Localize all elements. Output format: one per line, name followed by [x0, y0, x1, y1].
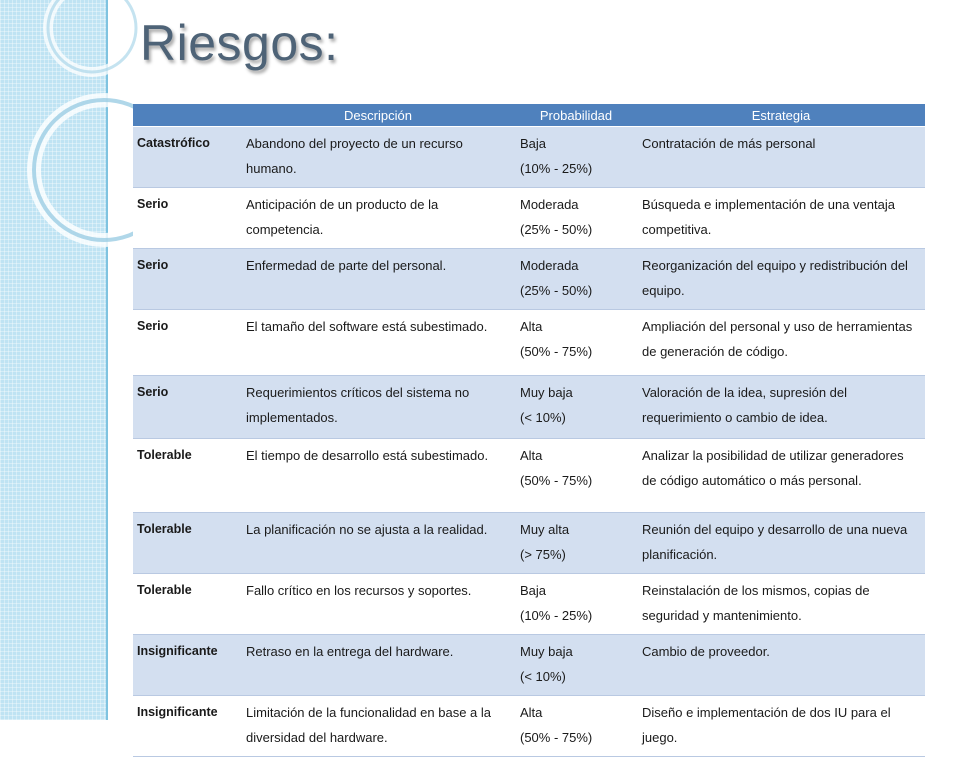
strategy-cell: Ampliación del personal y uso de herramientas de generación de código. — [637, 310, 925, 376]
page-title: Riesgos: — [140, 15, 339, 71]
strategy-cell: Contratación de más personal — [637, 127, 925, 188]
description-cell: Enfermedad de parte del personal. — [241, 249, 515, 310]
probability-cell — [515, 635, 637, 696]
probability-level: Alta — [520, 705, 543, 720]
table-row — [133, 439, 925, 513]
table-row — [133, 574, 925, 635]
description-cell: Limitación de la funcionalidad en base a la diversidad del hardware. — [241, 696, 515, 757]
header-probability: Probabilidad — [515, 104, 637, 127]
probability-level: Baja — [520, 136, 547, 151]
probability-range: (50% - 75%) — [520, 344, 593, 359]
probability-range: (< 10%) — [520, 669, 566, 684]
table-row — [133, 696, 925, 757]
probability-level: Muy alta — [520, 522, 570, 537]
probability-range: (10% - 25%) — [520, 161, 593, 176]
table-row — [133, 310, 925, 376]
strategy-cell: Cambio de proveedor. — [637, 635, 925, 696]
probability-cell — [515, 376, 637, 439]
severity-cell: Serio — [133, 310, 241, 376]
probability-cell — [515, 249, 637, 310]
severity-cell: Insignificante — [133, 696, 241, 757]
probability-range: (25% - 50%) — [520, 283, 593, 298]
table-row — [133, 376, 925, 439]
severity-cell: Serio — [133, 188, 241, 249]
severity-cell: Tolerable — [133, 574, 241, 635]
description-cell: El tiempo de desarrollo está subestimado. — [241, 439, 515, 513]
severity-cell: Tolerable — [133, 439, 241, 513]
header-strategy: Estrategia — [637, 104, 925, 127]
probability-level: Alta — [520, 319, 543, 334]
probability-range: (10% - 25%) — [520, 608, 593, 623]
strategy-cell: Diseño e implementación de dos IU para el juego. — [637, 696, 925, 757]
severity-cell: Serio — [133, 376, 241, 439]
table-row — [133, 188, 925, 249]
table-row — [133, 635, 925, 696]
strategy-cell: Analizar la posibilidad de utilizar generadores de código automático o más personal. — [637, 439, 925, 513]
description-cell: Fallo crítico en los recursos y soportes. — [241, 574, 515, 635]
probability-range: (50% - 75%) — [520, 730, 593, 745]
probability-level: Baja — [520, 583, 547, 598]
description-cell: El tamaño del software está subestimado. — [241, 310, 515, 376]
table-row — [133, 513, 925, 574]
decorative-rings — [0, 0, 140, 260]
table-header-row — [133, 104, 925, 127]
probability-cell — [515, 188, 637, 249]
probability-level: Muy baja — [520, 385, 573, 400]
severity-cell: Tolerable — [133, 513, 241, 574]
probability-cell — [515, 513, 637, 574]
strategy-cell: Valoración de la idea, supresión del requerimiento o cambio de idea. — [637, 376, 925, 439]
description-cell: Requerimientos críticos del sistema no implementados. — [241, 376, 515, 439]
probability-level: Moderada — [520, 258, 579, 273]
severity-cell: Serio — [133, 249, 241, 310]
table-row — [133, 127, 925, 188]
probability-range: (> 75%) — [520, 547, 566, 562]
probability-level: Alta — [520, 448, 543, 463]
severity-cell: Catastrófico — [133, 127, 241, 188]
table-row — [133, 249, 925, 310]
probability-range: (25% - 50%) — [520, 222, 593, 237]
header-description: Descripción — [241, 104, 515, 127]
strategy-cell: Reunión del equipo y desarrollo de una nueva planificación. — [637, 513, 925, 574]
probability-cell — [515, 696, 637, 757]
header-severity — [133, 104, 241, 127]
strategy-cell: Búsqueda e implementación de una ventaja competitiva. — [637, 188, 925, 249]
probability-level: Moderada — [520, 197, 579, 212]
probability-cell — [515, 127, 637, 188]
probability-cell — [515, 574, 637, 635]
probability-cell — [515, 439, 637, 513]
risks-table — [133, 104, 925, 757]
probability-level: Muy baja — [520, 644, 573, 659]
severity-cell: Insignificante — [133, 635, 241, 696]
description-cell: Abandono del proyecto de un recurso humano. — [241, 127, 515, 188]
description-cell: La planificación no se ajusta a la realidad. — [241, 513, 515, 574]
description-cell: Anticipación de un producto de la competencia. — [241, 188, 515, 249]
probability-range: (< 10%) — [520, 410, 566, 425]
probability-cell — [515, 310, 637, 376]
description-cell: Retraso en la entrega del hardware. — [241, 635, 515, 696]
strategy-cell: Reorganización del equipo y redistribución del equipo. — [637, 249, 925, 310]
strategy-cell: Reinstalación de los mismos, copias de seguridad y mantenimiento. — [637, 574, 925, 635]
probability-range: (50% - 75%) — [520, 473, 593, 488]
